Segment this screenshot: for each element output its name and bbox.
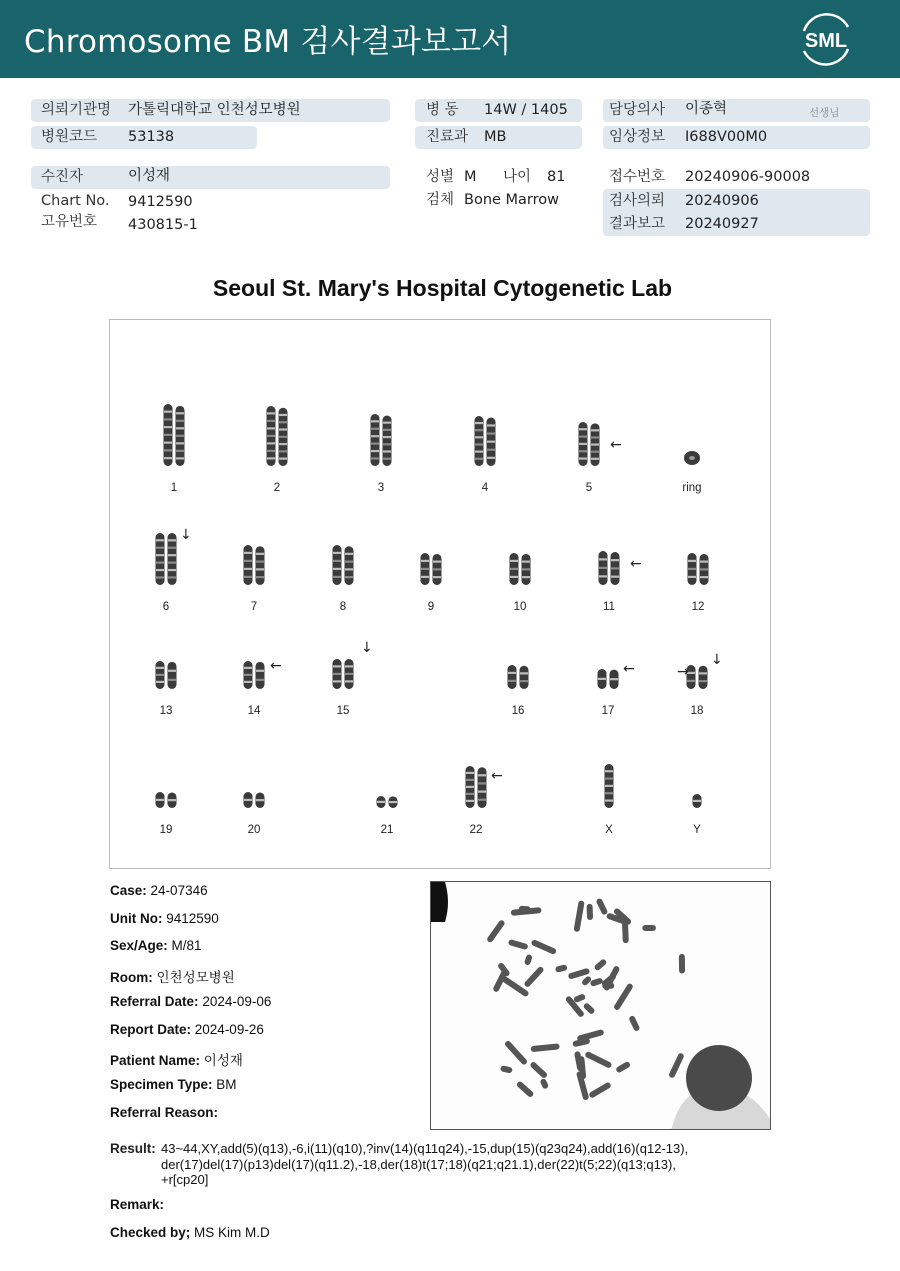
metaphase-chromosome	[531, 939, 558, 955]
chromosome-ring	[684, 451, 700, 465]
metaphase-chromosome	[539, 1078, 549, 1090]
sml-logo	[796, 11, 856, 67]
svg-text:SML: SML	[804, 30, 848, 52]
metaphase-chromosome	[555, 964, 568, 973]
chromosome-label: 15	[336, 705, 350, 717]
metaphase-chromosome	[530, 1043, 559, 1052]
dept-label: 진료과	[426, 129, 469, 145]
report-header	[0, 0, 900, 78]
metaphase-chromosome	[576, 1071, 590, 1101]
chromosome-label: 7	[250, 601, 258, 613]
karyogram-panel	[109, 319, 771, 869]
hospital-code-value: 53138	[128, 129, 175, 145]
chromosome-label: X	[605, 824, 613, 836]
abnormality-arrow-icon: ↓	[180, 527, 192, 543]
chromosome-8	[333, 545, 354, 585]
chromosome-3	[371, 414, 392, 466]
unique-value: 430815-1	[128, 217, 198, 233]
metaphase-chromosome	[622, 921, 629, 944]
case-line: Case: 24-07346	[110, 883, 208, 898]
doctor-suffix: 선생님	[809, 107, 840, 119]
age-value: 81	[547, 169, 566, 185]
report-label: 결과보고	[609, 216, 666, 232]
metaphase-chromosome	[486, 919, 506, 943]
karyogram-chromosomes	[110, 320, 772, 870]
metaphase-image	[430, 881, 771, 1130]
sex-value: M	[464, 169, 477, 185]
report-value: 20240927	[685, 216, 759, 232]
metaphase-chromosome	[519, 906, 531, 913]
metaphase-chromosome	[576, 1029, 604, 1042]
unique-label: 고유번호	[41, 214, 98, 230]
chromosome-5	[579, 422, 600, 466]
chromosome-20	[244, 792, 265, 808]
metaphase-chromosome	[524, 954, 533, 966]
receipt-value: 20240906-90008	[685, 169, 811, 185]
doctor-label: 담당의사	[609, 102, 666, 118]
abnormality-arrow-icon: ←	[623, 661, 635, 677]
doctor-value: 이종혁	[685, 101, 728, 117]
request-value: 20240906	[685, 193, 759, 209]
chromosome-label: 21	[380, 824, 394, 836]
result-karyotype	[161, 1141, 688, 1188]
sexage-line: Sex/Age: M/81	[110, 938, 202, 953]
institution-label: 의뢰기관명	[41, 102, 112, 118]
chromosome-4	[475, 416, 496, 466]
chromosome-13	[156, 661, 177, 689]
chromosome-label: 17	[601, 705, 615, 717]
remark-line: Remark:	[110, 1197, 165, 1212]
sex-label: 성별	[426, 169, 455, 185]
report-date-line: Report Date: 2024-09-26	[110, 1022, 264, 1037]
specimen-type-line: Specimen Type: BM	[110, 1077, 237, 1092]
specimen-label: 검체	[426, 192, 455, 208]
chromosome-label: 4	[481, 482, 489, 494]
chromosome-label: 22	[469, 824, 483, 836]
metaphase-chromosome	[573, 993, 586, 1003]
checked-line: Checked by; MS Kim M.D	[110, 1225, 270, 1240]
metaphase-chromosome	[679, 954, 685, 974]
abnormality-arrow-icon: →	[677, 664, 689, 680]
metaphase-chromosome	[642, 925, 656, 931]
chromosome-X	[605, 764, 614, 808]
metaphase-chromosome	[584, 1051, 612, 1069]
abnormality-arrow-icon: ↓	[361, 640, 373, 656]
metaphase-chromosome	[581, 975, 592, 986]
chart-value: 9412590	[128, 194, 193, 210]
chart-label: Chart No.	[41, 193, 110, 209]
chromosome-label: 16	[511, 705, 525, 717]
metaphase-chromosome	[504, 1040, 528, 1066]
specimen-value: Bone Marrow	[464, 192, 560, 208]
patient-label: 수진자	[41, 169, 84, 185]
metaphase-chromosome	[628, 1015, 640, 1032]
chromosome-15	[333, 659, 354, 689]
chromosome-label: 1	[170, 482, 178, 494]
chromosome-label: 12	[691, 601, 705, 613]
institution-value: 가톨릭대학교 인천성모병원	[128, 102, 301, 118]
chromosome-1	[164, 404, 185, 466]
chromosome-2	[267, 406, 288, 466]
metaphase-chromosome	[508, 939, 529, 950]
chromosome-label: 14	[247, 705, 261, 717]
chromosome-18	[687, 665, 708, 689]
metaphase-chromosome	[596, 898, 609, 916]
chromosome-14	[244, 661, 265, 689]
chromosome-label: 19	[159, 824, 173, 836]
metaphase-chromosome	[529, 1061, 548, 1079]
chromosome-7	[244, 545, 265, 585]
ward-label: 병 동	[426, 102, 459, 118]
metaphase-chromosome	[501, 975, 530, 997]
abnormality-arrow-icon: ←	[270, 658, 282, 674]
referral-reason-line: Referral Reason:	[110, 1105, 219, 1120]
chromosome-label: 20	[247, 824, 261, 836]
result-label: Result:	[110, 1141, 156, 1156]
chromosome-label: 6	[162, 601, 170, 613]
ward-value: 14W / 1405	[484, 102, 568, 118]
chromosome-label: 5	[585, 482, 593, 494]
metaphase-chromosome	[590, 977, 604, 987]
chromosome-10	[510, 553, 531, 585]
referral-date-line: Referral Date: 2024-09-06	[110, 994, 272, 1009]
chromosome-label: 9	[427, 601, 435, 613]
metaphase-chromosome	[668, 1052, 685, 1078]
result-line: 43~44,XY,add(5)(q13),-6,i(11)(q10),?inv(14)(q11q24),-15,dup(15)(q23q24),add(16)(q12-13),	[161, 1141, 689, 1156]
clinical-label: 임상정보	[609, 129, 666, 145]
chromosome-label: 2	[273, 482, 281, 494]
chromosome-label: 8	[339, 601, 347, 613]
metaphase-chromosome	[613, 983, 634, 1012]
lab-title: Seoul St. Mary's Hospital Cytogenetic Lab	[212, 275, 673, 301]
metaphase-chromosome	[593, 958, 607, 971]
chromosome-12	[688, 553, 709, 585]
metaphase-chromosome	[523, 966, 544, 989]
chromosome-11	[599, 551, 620, 585]
chromosome-17	[598, 669, 619, 689]
chromosome-Y	[693, 794, 702, 808]
chromosome-19	[156, 792, 177, 808]
metaphase-chromosome	[615, 1061, 631, 1074]
metaphase-chromosome	[500, 1065, 513, 1073]
result-line: der(17)del(17)(p13)del(17)(q11.2),-18,der(18)t(17;18)(q21;q21.1),der(22)t(5;22)(q13;q13),	[161, 1156, 676, 1172]
metaphase-chromosome	[573, 900, 584, 932]
metaphase-chromosome	[516, 1080, 535, 1098]
chromosome-6	[156, 533, 177, 585]
chromosome-label: 11	[603, 601, 615, 613]
chromosome-16	[508, 665, 529, 689]
result-line: +r[cp20]	[161, 1172, 209, 1187]
metaphase-chromosome	[602, 983, 614, 989]
abnormality-arrow-icon: ←	[610, 437, 622, 453]
chromosome-label: Y	[693, 824, 701, 836]
patient-name-line: Patient Name: 이성재	[110, 1053, 243, 1068]
abnormality-arrow-icon: ←	[630, 556, 642, 572]
receipt-label: 접수번호	[609, 169, 666, 185]
metaphase-chromosome	[583, 1002, 596, 1015]
abnormality-arrow-icon: ↓	[711, 652, 723, 668]
metaphase-chromosome	[588, 1081, 612, 1098]
abnormality-arrow-icon: ←	[491, 768, 503, 784]
chromosome-21	[377, 796, 398, 808]
age-label: 나이	[503, 169, 532, 185]
chromosome-9	[421, 553, 442, 585]
metaphase-chromosome	[587, 904, 594, 920]
chromosome-label: 13	[159, 705, 173, 717]
chromosome-label: 3	[377, 482, 385, 494]
patient-pill	[31, 166, 390, 189]
report-title: Chromosome BM 검사결과보고서	[24, 24, 512, 60]
hospital-code-label: 병원코드	[41, 129, 98, 145]
unit-line: Unit No: 9412590	[110, 911, 219, 926]
request-label: 검사의뢰	[609, 193, 666, 209]
clinical-value: I688V00M0	[685, 129, 768, 145]
dept-value: MB	[484, 129, 507, 145]
chromosome-label: 18	[690, 705, 704, 717]
chromosome-label: ring	[682, 482, 702, 494]
patient-value: 이성재	[128, 168, 171, 184]
chromosome-22	[466, 766, 487, 808]
chromosome-label: 10	[513, 601, 527, 613]
room-line: Room: 인천성모병원	[110, 970, 235, 985]
